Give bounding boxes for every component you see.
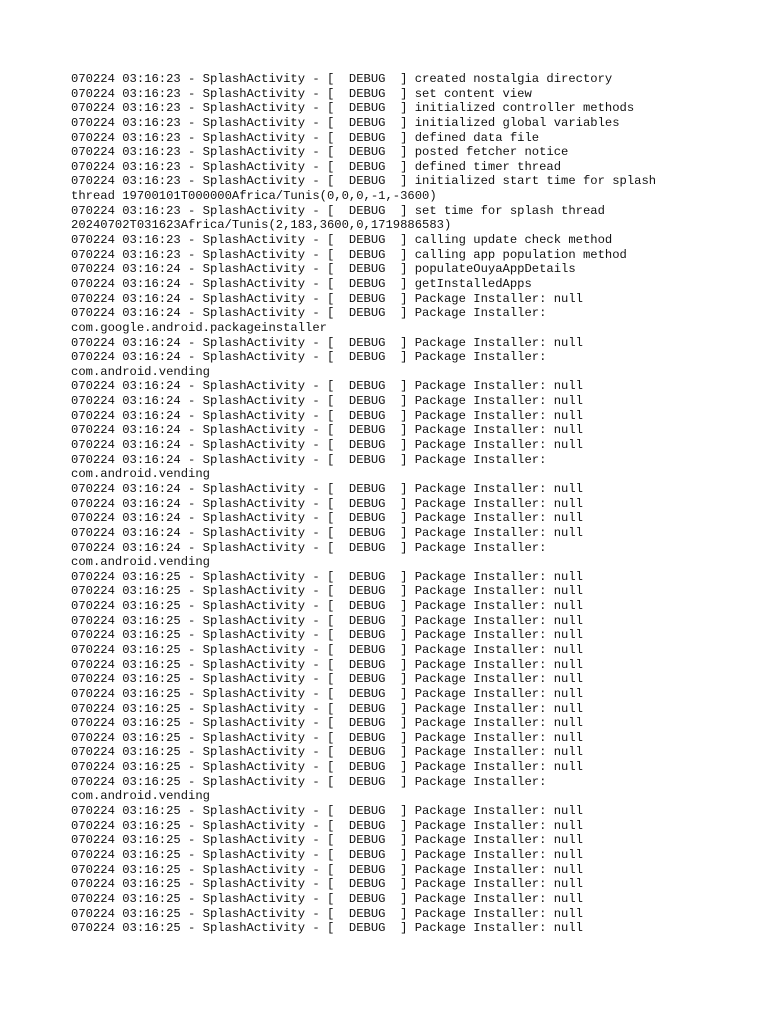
- log-line: 070224 03:16:24 - SplashActivity - [ DEBUG ] Package Installer:: [71, 452, 547, 467]
- log-line: com.android.vending: [71, 789, 210, 804]
- log-line: 070224 03:16:25 - SplashActivity - [ DEBUG ] Package Installer: null: [71, 686, 583, 701]
- log-line: 070224 03:16:23 - SplashActivity - [ DEBUG ] initialized controller methods: [71, 101, 635, 116]
- log-line: 070224 03:16:25 - SplashActivity - [ DEBUG ] Package Installer: null: [71, 599, 583, 614]
- log-line: 070224 03:16:24 - SplashActivity - [ DEBUG ] Package Installer: null: [71, 423, 583, 438]
- log-line: 070224 03:16:24 - SplashActivity - [ DEBUG ] Package Installer: null: [71, 394, 583, 409]
- log-line: 070224 03:16:25 - SplashActivity - [ DEBUG ] Package Installer: null: [71, 862, 583, 877]
- log-line: com.android.vending: [71, 467, 210, 482]
- log-line: 070224 03:16:24 - SplashActivity - [ DEBUG ] Package Installer:: [71, 540, 547, 555]
- log-line: 070224 03:16:24 - SplashActivity - [ DEBUG ] Package Installer: null: [71, 496, 583, 511]
- log-line: 070224 03:16:25 - SplashActivity - [ DEBUG ] Package Installer: null: [71, 672, 583, 687]
- log-line: 070224 03:16:24 - SplashActivity - [ DEBUG ] Package Installer: null: [71, 511, 583, 526]
- log-line: 070224 03:16:25 - SplashActivity - [ DEBUG ] Package Installer: null: [71, 716, 583, 731]
- log-line: 070224 03:16:24 - SplashActivity - [ DEBUG ] Package Installer: null: [71, 379, 583, 394]
- log-line: 070224 03:16:23 - SplashActivity - [ DEBUG ] defined timer thread: [71, 159, 562, 174]
- log-line: com.google.android.packageinstaller: [71, 320, 327, 335]
- log-line: 070224 03:16:25 - SplashActivity - [ DEBUG ] Package Installer: null: [71, 730, 583, 745]
- log-line: com.android.vending: [71, 555, 210, 570]
- log-line: 20240702T031623Africa/Tunis(2,183,3600,0,1719886583): [71, 218, 452, 233]
- log-line: 070224 03:16:25 - SplashActivity - [ DEBUG ] Package Installer: null: [71, 833, 583, 848]
- log-line: 070224 03:16:24 - SplashActivity - [ DEBUG ] Package Installer:: [71, 306, 547, 321]
- log-line: 070224 03:16:25 - SplashActivity - [ DEBUG ] Package Installer: null: [71, 745, 583, 760]
- log-line: 070224 03:16:25 - SplashActivity - [ DEBUG ] Package Installer: null: [71, 628, 583, 643]
- log-line: 070224 03:16:23 - SplashActivity - [ DEBUG ] posted fetcher notice: [71, 145, 569, 160]
- log-line: 070224 03:16:25 - SplashActivity - [ DEBUG ] Package Installer: null: [71, 613, 583, 628]
- log-line: 070224 03:16:23 - SplashActivity - [ DEBUG ] calling update check method: [71, 233, 613, 248]
- log-line: 070224 03:16:25 - SplashActivity - [ DEBUG ] Package Installer: null: [71, 877, 583, 892]
- log-line: 070224 03:16:25 - SplashActivity - [ DEBUG ] Package Installer: null: [71, 584, 583, 599]
- log-line: 070224 03:16:25 - SplashActivity - [ DEBUG ] Package Installer: null: [71, 657, 583, 672]
- log-line: 070224 03:16:24 - SplashActivity - [ DEBUG ] getInstalledApps: [71, 276, 532, 291]
- log-line: 070224 03:16:25 - SplashActivity - [ DEBUG ] Package Installer: null: [71, 921, 583, 936]
- log-line: 070224 03:16:25 - SplashActivity - [ DEBUG ] Package Installer:: [71, 774, 547, 789]
- log-line: thread 19700101T000000Africa/Tunis(0,0,0,-1,-3600): [71, 189, 437, 204]
- log-line: 070224 03:16:25 - SplashActivity - [ DEBUG ] Package Installer: null: [71, 642, 583, 657]
- log-line: 070224 03:16:25 - SplashActivity - [ DEBUG ] Package Installer: null: [71, 760, 583, 775]
- log-line: 070224 03:16:25 - SplashActivity - [ DEBUG ] Package Installer: null: [71, 891, 583, 906]
- log-line: 070224 03:16:23 - SplashActivity - [ DEBUG ] calling app population method: [71, 247, 627, 262]
- log-line: 070224 03:16:24 - SplashActivity - [ DEBUG ] Package Installer: null: [71, 481, 583, 496]
- log-line: 070224 03:16:23 - SplashActivity - [ DEBUG ] initialized global variables: [71, 115, 620, 130]
- log-line: 070224 03:16:23 - SplashActivity - [ DEBUG ] set time for splash thread: [71, 203, 605, 218]
- log-line: 070224 03:16:25 - SplashActivity - [ DEBUG ] Package Installer: null: [71, 818, 583, 833]
- log-line: 070224 03:16:25 - SplashActivity - [ DEBUG ] Package Installer: null: [71, 701, 583, 716]
- log-line: 070224 03:16:23 - SplashActivity - [ DEBUG ] set content view: [71, 86, 532, 101]
- log-line: 070224 03:16:25 - SplashActivity - [ DEBUG ] Package Installer: null: [71, 906, 583, 921]
- log-line: 070224 03:16:25 - SplashActivity - [ DEBUG ] Package Installer: null: [71, 804, 583, 819]
- log-line: 070224 03:16:24 - SplashActivity - [ DEBUG ] Package Installer: null: [71, 335, 583, 350]
- log-line: com.android.vending: [71, 364, 210, 379]
- log-line: 070224 03:16:24 - SplashActivity - [ DEBUG ] Package Installer:: [71, 350, 547, 365]
- log-line: 070224 03:16:24 - SplashActivity - [ DEBUG ] Package Installer: null: [71, 438, 583, 453]
- log-line: 070224 03:16:24 - SplashActivity - [ DEBUG ] Package Installer: null: [71, 291, 583, 306]
- log-line: 070224 03:16:23 - SplashActivity - [ DEBUG ] created nostalgia directory: [71, 72, 613, 86]
- log-output: [71, 72, 691, 936]
- log-line: 070224 03:16:23 - SplashActivity - [ DEBUG ] defined data file: [71, 130, 540, 145]
- log-line: 070224 03:16:25 - SplashActivity - [ DEBUG ] Package Installer: null: [71, 847, 583, 862]
- log-line: 070224 03:16:24 - SplashActivity - [ DEBUG ] Package Installer: null: [71, 525, 583, 540]
- log-line: 070224 03:16:24 - SplashActivity - [ DEBUG ] Package Installer: null: [71, 408, 583, 423]
- log-line: 070224 03:16:23 - SplashActivity - [ DEBUG ] initialized start time for splash: [71, 174, 657, 189]
- log-line: 070224 03:16:25 - SplashActivity - [ DEBUG ] Package Installer: null: [71, 569, 583, 584]
- log-line: 070224 03:16:24 - SplashActivity - [ DEBUG ] populateOuyaAppDetails: [71, 262, 576, 277]
